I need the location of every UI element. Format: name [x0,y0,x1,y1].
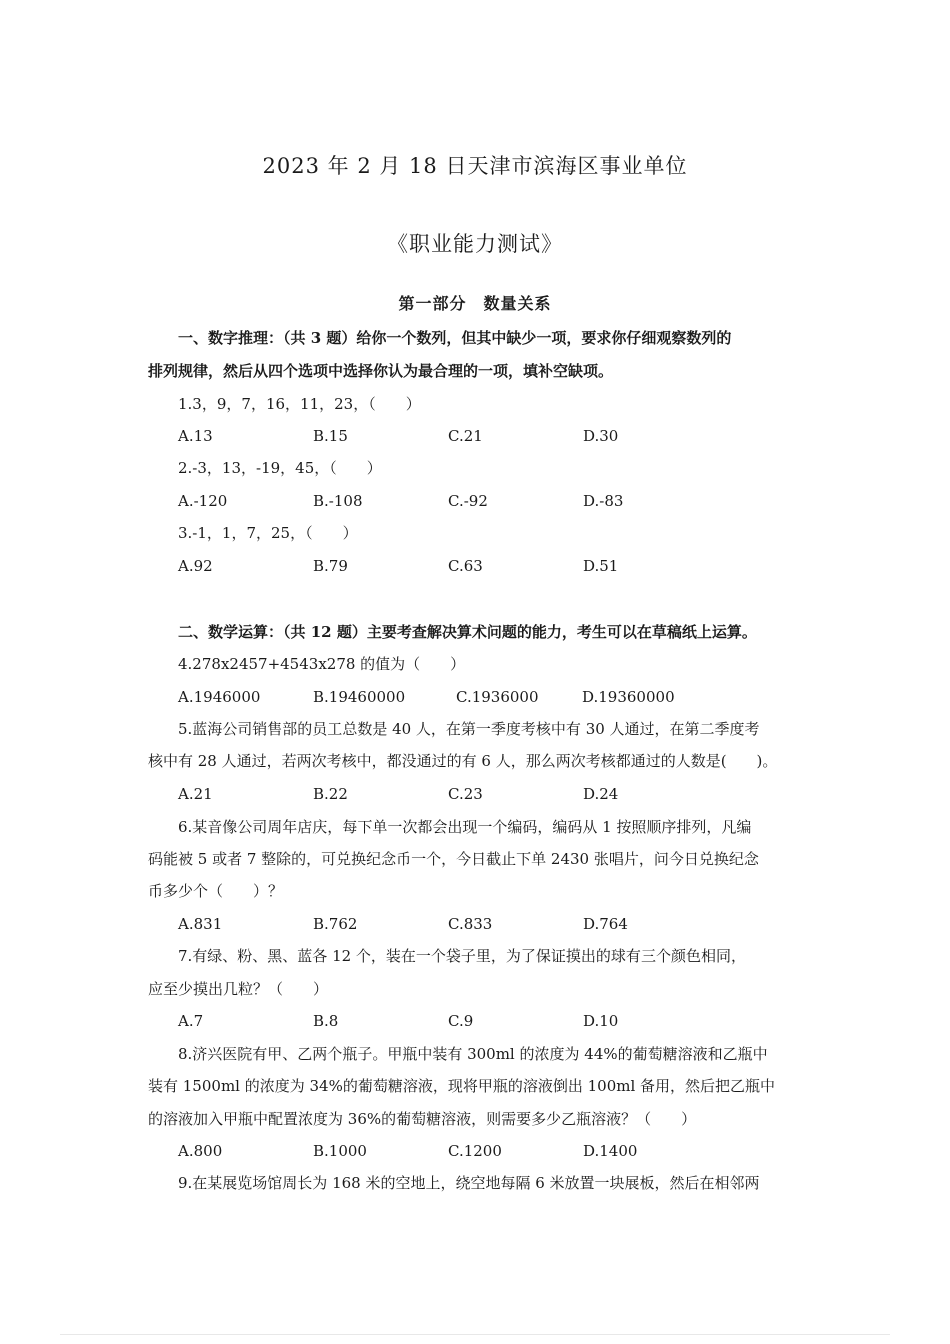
option-a: A.21 [178,785,213,803]
option-d: D.-83 [583,492,624,510]
section2-intro: 二、数学运算：（共 12 题）主要考查解决算术问题的能力，考生可以在草稿纸上运算。 [178,623,757,641]
question-2-options [178,491,818,513]
question-6-line2: 码能被 5 或者 7 整除的，可兑换纪念币一个，今日截止下单 2430 张唱片，问今日兑换纪念 [148,850,759,868]
option-c: C.1200 [448,1142,502,1160]
option-c: C.21 [448,427,483,445]
option-b: B.79 [313,557,348,575]
option-b: B.1000 [313,1142,367,1160]
question-5-options [178,784,818,806]
option-c: C.1936000 [456,688,539,706]
question-8-line1: 8.济兴医院有甲、乙两个瓶子。甲瓶中装有 300ml 的浓度为 44%的葡萄糖溶液和乙瓶中 [178,1045,768,1063]
question-3-options [178,556,818,578]
section1-intro-line1: 一、数字推理：（共 3 题）给你一个数列，但其中缺少一项，要求你仔细观察数列的 [178,329,732,347]
question-4-options [178,687,818,709]
document-subtitle: 《职业能力测试》 [387,232,563,256]
option-a: A.800 [178,1142,223,1160]
option-a: A.-120 [178,492,228,510]
option-c: C.23 [448,785,483,803]
question-5-line2: 核中有 28 人通过，若两次考核中，都没通过的有 6 人，那么两次考核都通过的人数是( )。 [148,752,778,770]
part-heading: 第一部分 数量关系 [398,294,552,313]
option-a: A.13 [178,427,213,445]
option-a: A.831 [178,915,223,933]
option-c: C.63 [448,557,483,575]
question-8-line2: 装有 1500ml 的浓度为 34%的葡萄糖溶液，现将甲瓶的溶液倒出 100ml 备用，然后把乙瓶中 [148,1077,776,1095]
option-c: C.-92 [448,492,488,510]
option-c: C.9 [448,1012,474,1030]
option-d: D.764 [583,915,628,933]
option-b: B.-108 [313,492,363,510]
option-d: D.19360000 [582,688,675,706]
question-6-options [178,914,818,936]
option-b: B.22 [313,785,348,803]
option-a: A.1946000 [178,688,261,706]
question-7-line2: 应至少摸出几粒？（ ） [148,980,329,998]
question-7-options [178,1011,818,1033]
question-5-line1: 5.蓝海公司销售部的员工总数是 40 人，在第一季度考核中有 30 人通过，在第二季度考 [178,720,760,738]
option-d: D.24 [583,785,619,803]
question-9-line1: 9.在某展览场馆周长为 168 米的空地上，绕空地每隔 6 米放置一块展板，然后在相邻两 [178,1174,760,1192]
option-d: D.30 [583,427,619,445]
option-b: B.762 [313,915,358,933]
document-title: 2023 年 2 月 18 日天津市滨海区事业单位 [262,154,688,178]
question-8-line3: 的溶液加入甲瓶中配置浓度为 36%的葡萄糖溶液，则需要多少乙瓶溶液？（ ） [148,1110,697,1128]
page-edge-divider [60,1334,890,1335]
question-3-text: 3.-1，1，7，25，（ ） [178,524,358,542]
option-a: A.92 [178,557,213,575]
question-1-options [178,426,818,448]
option-c: C.833 [448,915,493,933]
question-6-line1: 6.某音像公司周年店庆，每下单一次都会出现一个编码，编码从 1 按照顺序排列，凡编 [178,818,752,836]
question-6-line3: 币多少个（ ）？ [148,882,284,900]
option-a: A.7 [178,1012,204,1030]
option-d: D.51 [583,557,619,575]
option-b: B.19460000 [313,688,406,706]
question-4-text: 4.278x2457+4543x278 的值为（ ） [178,655,466,673]
section1-intro-line2: 排列规律，然后从四个选项中选择你认为最合理的一项，填补空缺项。 [148,362,614,380]
option-b: B.15 [313,427,348,445]
question-2-text: 2.-3，13，-19，45，（ ） [178,459,382,477]
question-8-options [178,1141,818,1163]
question-1-text: 1.3，9，7，16，11，23，（ ） [178,395,421,413]
option-b: B.8 [313,1012,339,1030]
option-d: D.1400 [583,1142,638,1160]
question-7-line1: 7.有绿、粉、黑、蓝各 12 个，装在一个袋子里，为了保证摸出的球有三个颜色相同， [178,947,746,965]
option-d: D.10 [583,1012,619,1030]
